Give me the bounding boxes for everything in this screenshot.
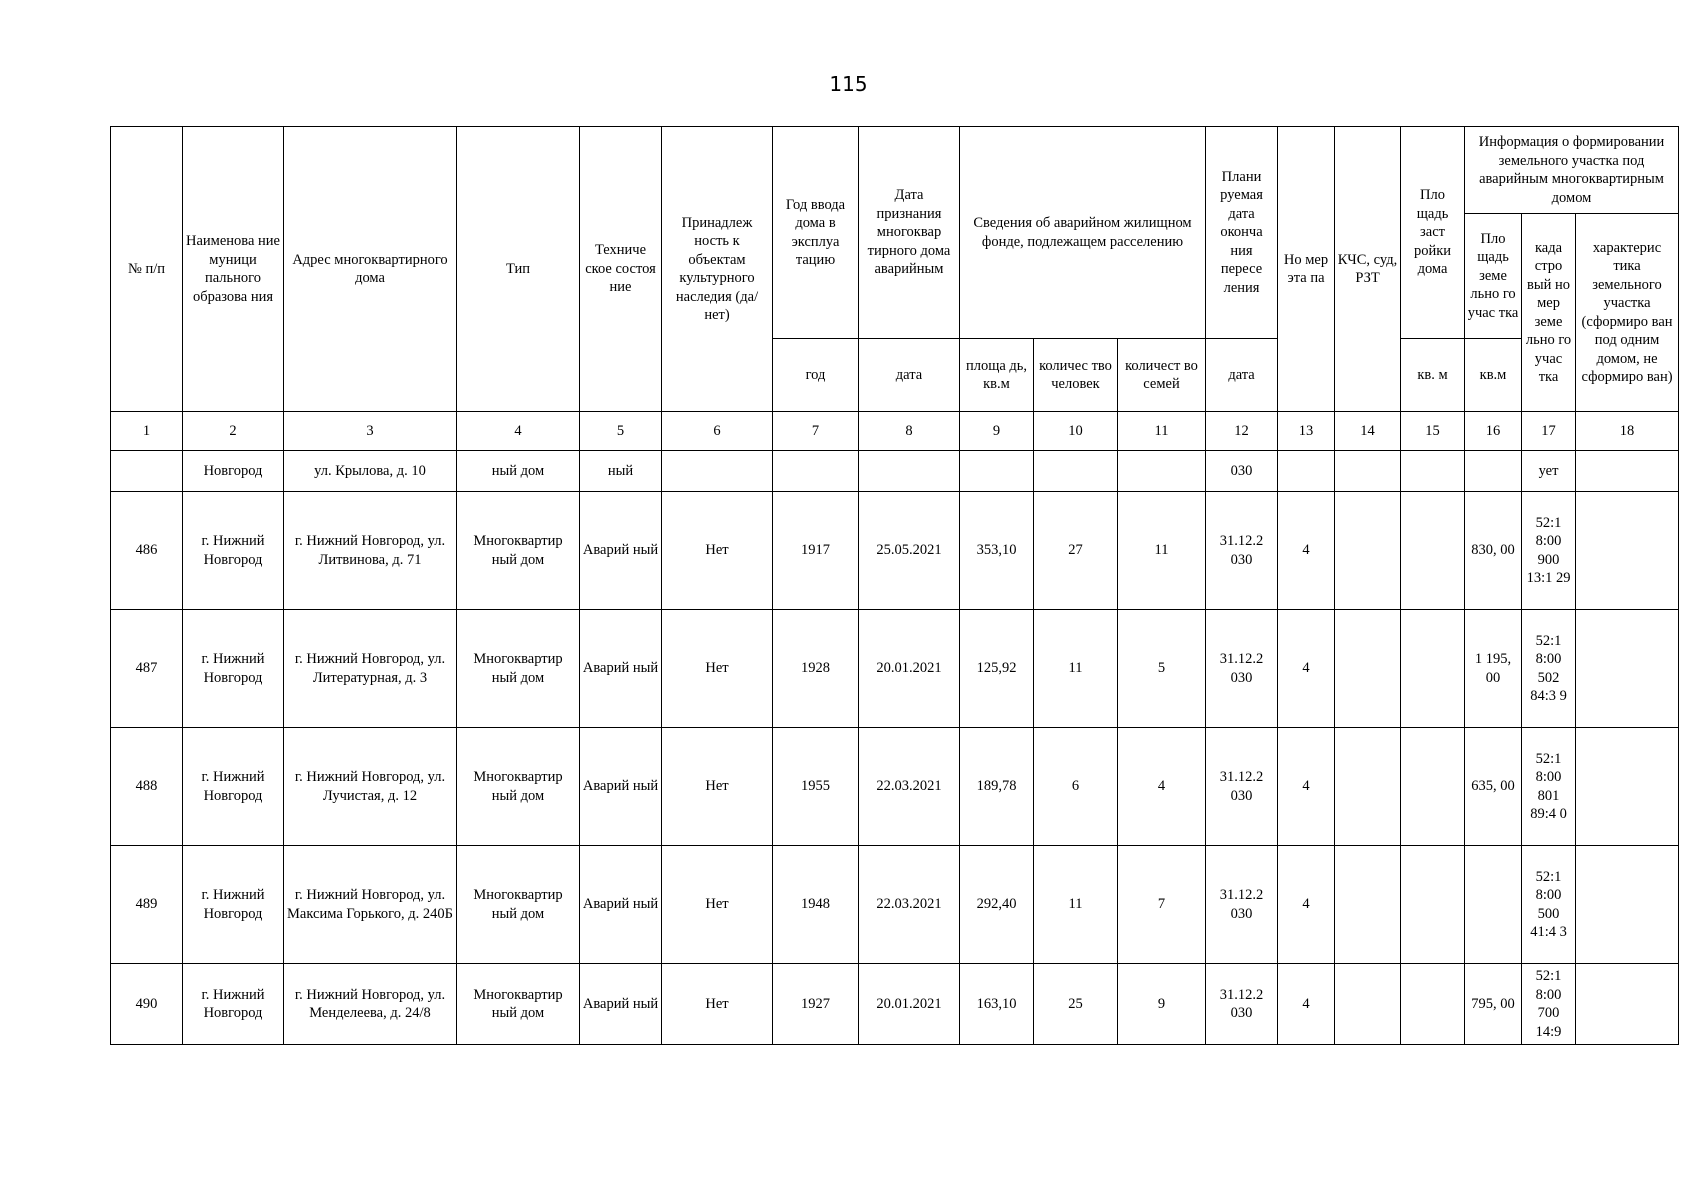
- cell-state: Аварий ный: [580, 846, 662, 964]
- cell-planned: 31.12.2 030: [1206, 610, 1278, 728]
- cell-municipality: Новгород: [183, 451, 284, 492]
- cell-municipality: г. Нижний Новгород: [183, 728, 284, 846]
- cell-build-area: [1401, 964, 1465, 1045]
- cell-cadastral: ует: [1522, 451, 1576, 492]
- cell-land-area: [1465, 451, 1522, 492]
- cell-stage: 4: [1278, 492, 1335, 610]
- cell-build-area: [1401, 846, 1465, 964]
- cell-municipality: г. Нижний Новгород: [183, 846, 284, 964]
- cell-address: ул. Крылова, д. 10: [284, 451, 457, 492]
- column-number: 7: [773, 412, 859, 451]
- cell-build-area: [1401, 610, 1465, 728]
- cell-planned: 31.12.2 030: [1206, 728, 1278, 846]
- cell-land-area: [1465, 846, 1522, 964]
- cell-year: [773, 451, 859, 492]
- column-number: 14: [1335, 412, 1401, 451]
- cell-heritage: Нет: [662, 964, 773, 1045]
- cell-cadastral: 52:1 8:00 502 84:3 9: [1522, 610, 1576, 728]
- unit-build-area: кв. м: [1401, 339, 1465, 412]
- cell-address: г. Нижний Новгород, ул. Литературная, д. 3: [284, 610, 457, 728]
- cell-num: 489: [111, 846, 183, 964]
- cell-year: 1927: [773, 964, 859, 1045]
- header-date-emergency: Дата признания многоквар тирного дома аварийным: [859, 127, 960, 339]
- cell-num: 486: [111, 492, 183, 610]
- cell-type: Многоквартир ный дом: [457, 610, 580, 728]
- cell-land-char: [1576, 728, 1679, 846]
- cell-municipality: г. Нижний Новгород: [183, 964, 284, 1045]
- header-land-char: характерис тика земельного участка (сформиро ван под одним домом, не сформиро ван): [1576, 214, 1679, 412]
- subheader-date: дата: [859, 339, 960, 412]
- cell-stage: 4: [1278, 728, 1335, 846]
- table-row: [111, 610, 1679, 728]
- cell-address: г. Нижний Новгород, ул. Литвинова, д. 71: [284, 492, 457, 610]
- cell-heritage: Нет: [662, 728, 773, 846]
- header-address: Адрес многоквартирного дома: [284, 127, 457, 412]
- cell-date: 20.01.2021: [859, 610, 960, 728]
- cell-year: 1928: [773, 610, 859, 728]
- cell-num: 487: [111, 610, 183, 728]
- emergency-housing-table: [110, 126, 1679, 1045]
- cell-heritage: Нет: [662, 610, 773, 728]
- header-municipality: Наименова ние муници пального образова ния: [183, 127, 284, 412]
- cell-type: Многоквартир ный дом: [457, 492, 580, 610]
- cell-kchs: [1335, 610, 1401, 728]
- cell-families: 9: [1118, 964, 1206, 1045]
- table-row: [111, 846, 1679, 964]
- column-number: 5: [580, 412, 662, 451]
- cell-land-char: [1576, 451, 1679, 492]
- cell-state: Аварий ный: [580, 492, 662, 610]
- cell-date: 20.01.2021: [859, 964, 960, 1045]
- cell-build-area: [1401, 451, 1465, 492]
- column-number: 6: [662, 412, 773, 451]
- cell-kchs: [1335, 964, 1401, 1045]
- header-emergency-info: Сведения об аварийном жилищном фонде, подлежащем расселению: [960, 127, 1206, 339]
- subheader-year: год: [773, 339, 859, 412]
- column-number: 10: [1034, 412, 1118, 451]
- cell-cadastral: 52:1 8:00 801 89:4 0: [1522, 728, 1576, 846]
- cell-land-area: 1 195, 00: [1465, 610, 1522, 728]
- cell-state: ный: [580, 451, 662, 492]
- cell-type: Многоквартир ный дом: [457, 728, 580, 846]
- cell-people: 6: [1034, 728, 1118, 846]
- cell-cadastral: 52:1 8:00 700 14:9: [1522, 964, 1576, 1045]
- cell-year: 1955: [773, 728, 859, 846]
- column-number: 1: [111, 412, 183, 451]
- cell-date: 25.05.2021: [859, 492, 960, 610]
- cell-land-area: 635, 00: [1465, 728, 1522, 846]
- column-number: 13: [1278, 412, 1335, 451]
- cell-state: Аварий ный: [580, 610, 662, 728]
- cell-people: 25: [1034, 964, 1118, 1045]
- unit-land-area: кв.м: [1465, 339, 1522, 412]
- cell-planned: 030: [1206, 451, 1278, 492]
- cell-land-char: [1576, 964, 1679, 1045]
- cell-address: г. Нижний Новгород, ул. Менделеева, д. 24/8: [284, 964, 457, 1045]
- cell-kchs: [1335, 846, 1401, 964]
- header-cadastral: када стро вый но мер земе льно го учас тка: [1522, 214, 1576, 412]
- cell-build-area: [1401, 492, 1465, 610]
- header-land-area: Пло щадь земе льно го учас тка: [1465, 214, 1522, 339]
- header-type: Тип: [457, 127, 580, 412]
- table-body: [111, 412, 1679, 1045]
- cell-date: [859, 451, 960, 492]
- cell-area: 353,10: [960, 492, 1034, 610]
- cell-people: 11: [1034, 846, 1118, 964]
- cell-type: Многоквартир ный дом: [457, 964, 580, 1045]
- cell-stage: 4: [1278, 610, 1335, 728]
- cell-land-char: [1576, 846, 1679, 964]
- table-row: [111, 964, 1679, 1045]
- cell-stage: 4: [1278, 846, 1335, 964]
- header-planned-date: Плани руемая дата оконча ния пересе ления: [1206, 127, 1278, 339]
- cell-date: 22.03.2021: [859, 846, 960, 964]
- cell-land-char: [1576, 610, 1679, 728]
- cell-families: 7: [1118, 846, 1206, 964]
- cell-year: 1917: [773, 492, 859, 610]
- column-number: 3: [284, 412, 457, 451]
- header-num: № п/п: [111, 127, 183, 412]
- subheader-people: количес тво человек: [1034, 339, 1118, 412]
- cell-people: 27: [1034, 492, 1118, 610]
- cell-address: г. Нижний Новгород, ул. Лучистая, д. 12: [284, 728, 457, 846]
- cell-people: [1034, 451, 1118, 492]
- subheader-area: площа дь, кв.м: [960, 339, 1034, 412]
- cell-year: 1948: [773, 846, 859, 964]
- header-land-info: Информация о формировании земельного участка под аварийным многоквартирным домом: [1465, 127, 1679, 214]
- cell-type: ный дом: [457, 451, 580, 492]
- column-number: 11: [1118, 412, 1206, 451]
- cell-heritage: [662, 451, 773, 492]
- column-number: 9: [960, 412, 1034, 451]
- cell-families: 11: [1118, 492, 1206, 610]
- table-row: [111, 728, 1679, 846]
- cell-planned: 31.12.2 030: [1206, 964, 1278, 1045]
- cell-address: г. Нижний Новгород, ул. Максима Горького, д. 240Б: [284, 846, 457, 964]
- table-row: [111, 492, 1679, 610]
- cell-municipality: г. Нижний Новгород: [183, 610, 284, 728]
- cell-area: 163,10: [960, 964, 1034, 1045]
- column-number: 18: [1576, 412, 1679, 451]
- column-number: 2: [183, 412, 284, 451]
- cell-num: [111, 451, 183, 492]
- cell-area: 125,92: [960, 610, 1034, 728]
- cell-land-char: [1576, 492, 1679, 610]
- page-number: 115: [829, 72, 868, 96]
- cell-municipality: г. Нижний Новгород: [183, 492, 284, 610]
- cell-cadastral: 52:1 8:00 500 41:4 3: [1522, 846, 1576, 964]
- table-row: [111, 451, 1679, 492]
- cell-date: 22.03.2021: [859, 728, 960, 846]
- cell-kchs: [1335, 451, 1401, 492]
- cell-land-area: 795, 00: [1465, 964, 1522, 1045]
- cell-heritage: Нет: [662, 846, 773, 964]
- cell-people: 11: [1034, 610, 1118, 728]
- cell-stage: 4: [1278, 964, 1335, 1045]
- cell-area: [960, 451, 1034, 492]
- subheader-planned: дата: [1206, 339, 1278, 412]
- column-number: 16: [1465, 412, 1522, 451]
- cell-area: 292,40: [960, 846, 1034, 964]
- header-heritage: Принадлеж ность к объектам культурного наследия (да/нет): [662, 127, 773, 412]
- cell-land-area: 830, 00: [1465, 492, 1522, 610]
- header-tech-state: Техниче ское состоя ние: [580, 127, 662, 412]
- cell-families: 5: [1118, 610, 1206, 728]
- column-number: 17: [1522, 412, 1576, 451]
- subheader-families: количест во семей: [1118, 339, 1206, 412]
- header-kchs: КЧС, суд, РЗТ: [1335, 127, 1401, 412]
- cell-type: Многоквартир ный дом: [457, 846, 580, 964]
- cell-build-area: [1401, 728, 1465, 846]
- column-number: 15: [1401, 412, 1465, 451]
- cell-num: 488: [111, 728, 183, 846]
- column-number-row: [111, 412, 1679, 451]
- cell-planned: 31.12.2 030: [1206, 846, 1278, 964]
- cell-planned: 31.12.2 030: [1206, 492, 1278, 610]
- cell-state: Аварий ный: [580, 964, 662, 1045]
- column-number: 12: [1206, 412, 1278, 451]
- cell-cadastral: 52:1 8:00 900 13:1 29: [1522, 492, 1576, 610]
- column-number: 4: [457, 412, 580, 451]
- column-number: 8: [859, 412, 960, 451]
- cell-families: [1118, 451, 1206, 492]
- cell-num: 490: [111, 964, 183, 1045]
- cell-heritage: Нет: [662, 492, 773, 610]
- cell-families: 4: [1118, 728, 1206, 846]
- header-build-area: Пло щадь заст ройки дома: [1401, 127, 1465, 339]
- cell-area: 189,78: [960, 728, 1034, 846]
- cell-kchs: [1335, 728, 1401, 846]
- cell-kchs: [1335, 492, 1401, 610]
- cell-state: Аварий ный: [580, 728, 662, 846]
- cell-stage: [1278, 451, 1335, 492]
- header-stage-number: Но мер эта па: [1278, 127, 1335, 412]
- header-year-commissioning: Год ввода дома в эксплуа тацию: [773, 127, 859, 339]
